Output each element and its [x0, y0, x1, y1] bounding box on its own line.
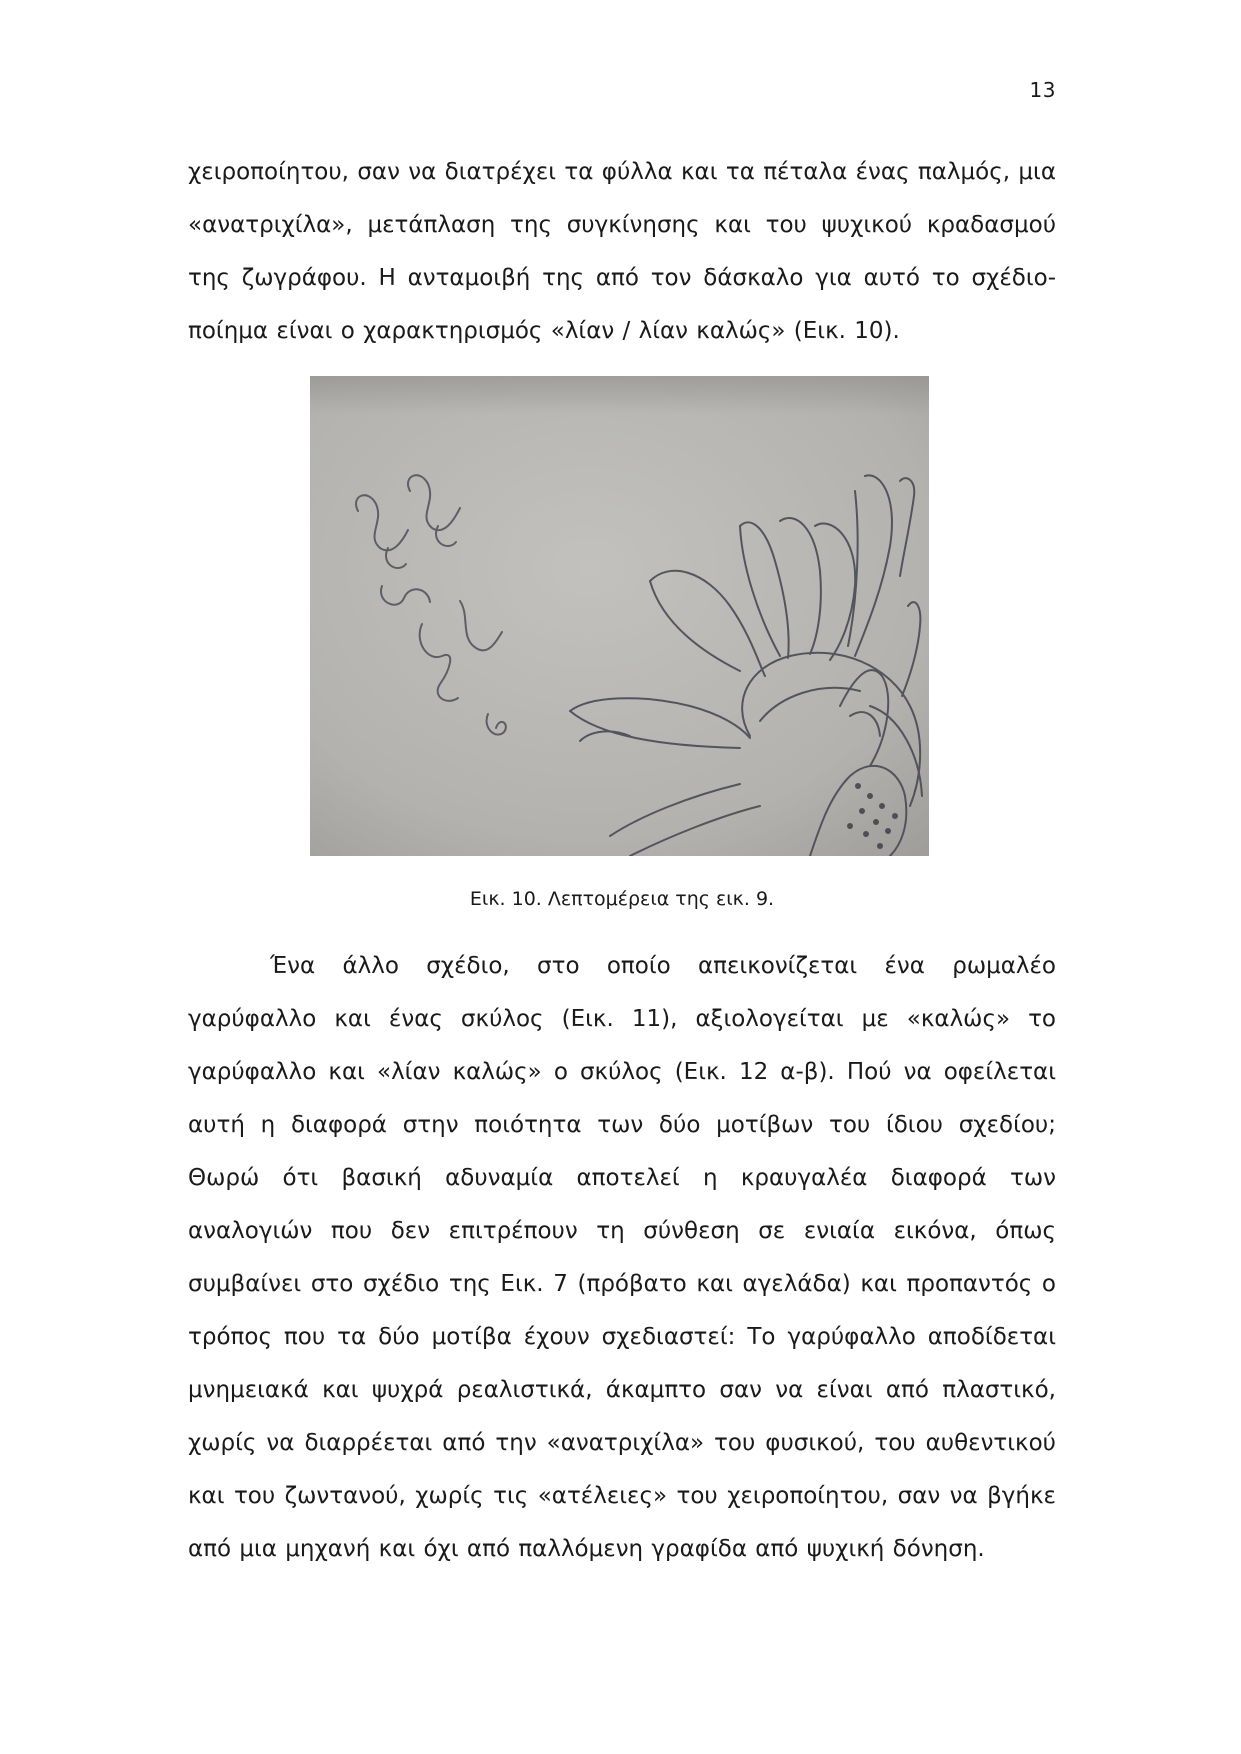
- figure-caption: Εικ. 10. Λεπτομέρεια της εικ. 9.: [469, 888, 775, 910]
- paragraph-2: Ένα άλλο σχέδιο, στο οποίο απεικονίζεται ένα ρωμαλέο γαρύφαλλο και ένας σκύλος (Εικ. 11), αξιολογείται με «καλώς» το γαρύφαλλο και «λίαν καλώς» ο σκύλος (Εικ. 12 α-β). Πού να οφείλεται αυτή η διαφορά στην ποιότητα των δύο μοτίβων του ίδιου σχεδίου; Θωρώ ότι βασική αδυναμία αποτελεί η κραυγαλέα διαφορά των αναλογιών που δεν επιτρέπουν τη σύνθεση σε ενιαία εικόνα, όπως συμβαίνει στο σχέδιο της Εικ. 7 (πρόβατο και αγελάδα) και προπαντός ο τρόπος που τα δύο μοτίβα έχουν σχεδιαστεί: Το γαρύφαλλο αποδίδεται μνημειακά και ψυχρά ρεαλιστικά, άκαμπτο σαν να είναι από πλαστικό, χωρίς να διαρρέεται από την «ανατριχίλα» του φυσικού, του αυθεντικού και του ζωντανού, χωρίς τις «ατέλειες» του χειροποίητου, σαν να βγήκε από μια μηχανή και όχι από παλλόμενη γραφίδα από ψυχική δόνηση.: [188, 953, 1056, 1562]
- paragraph-1: χειροποίητου, σαν να διατρέχει τα φύλλα και τα πέταλα ένας παλμός, μια «ανατριχίλα», μετάπλαση της συγκίνησης και του ψυχικού κραδασμού της ζωγράφου. Η ανταμοιβή της από τον δάσκαλο για αυτό το σχέδιο-ποίημα είναι ο χαρακτηρισμός «λίαν / λίαν καλώς» (Εικ. 10).: [188, 159, 1056, 344]
- page-number: 13: [1029, 78, 1056, 102]
- pencil-drawing-image: [310, 376, 929, 856]
- figure-photo: [310, 376, 929, 856]
